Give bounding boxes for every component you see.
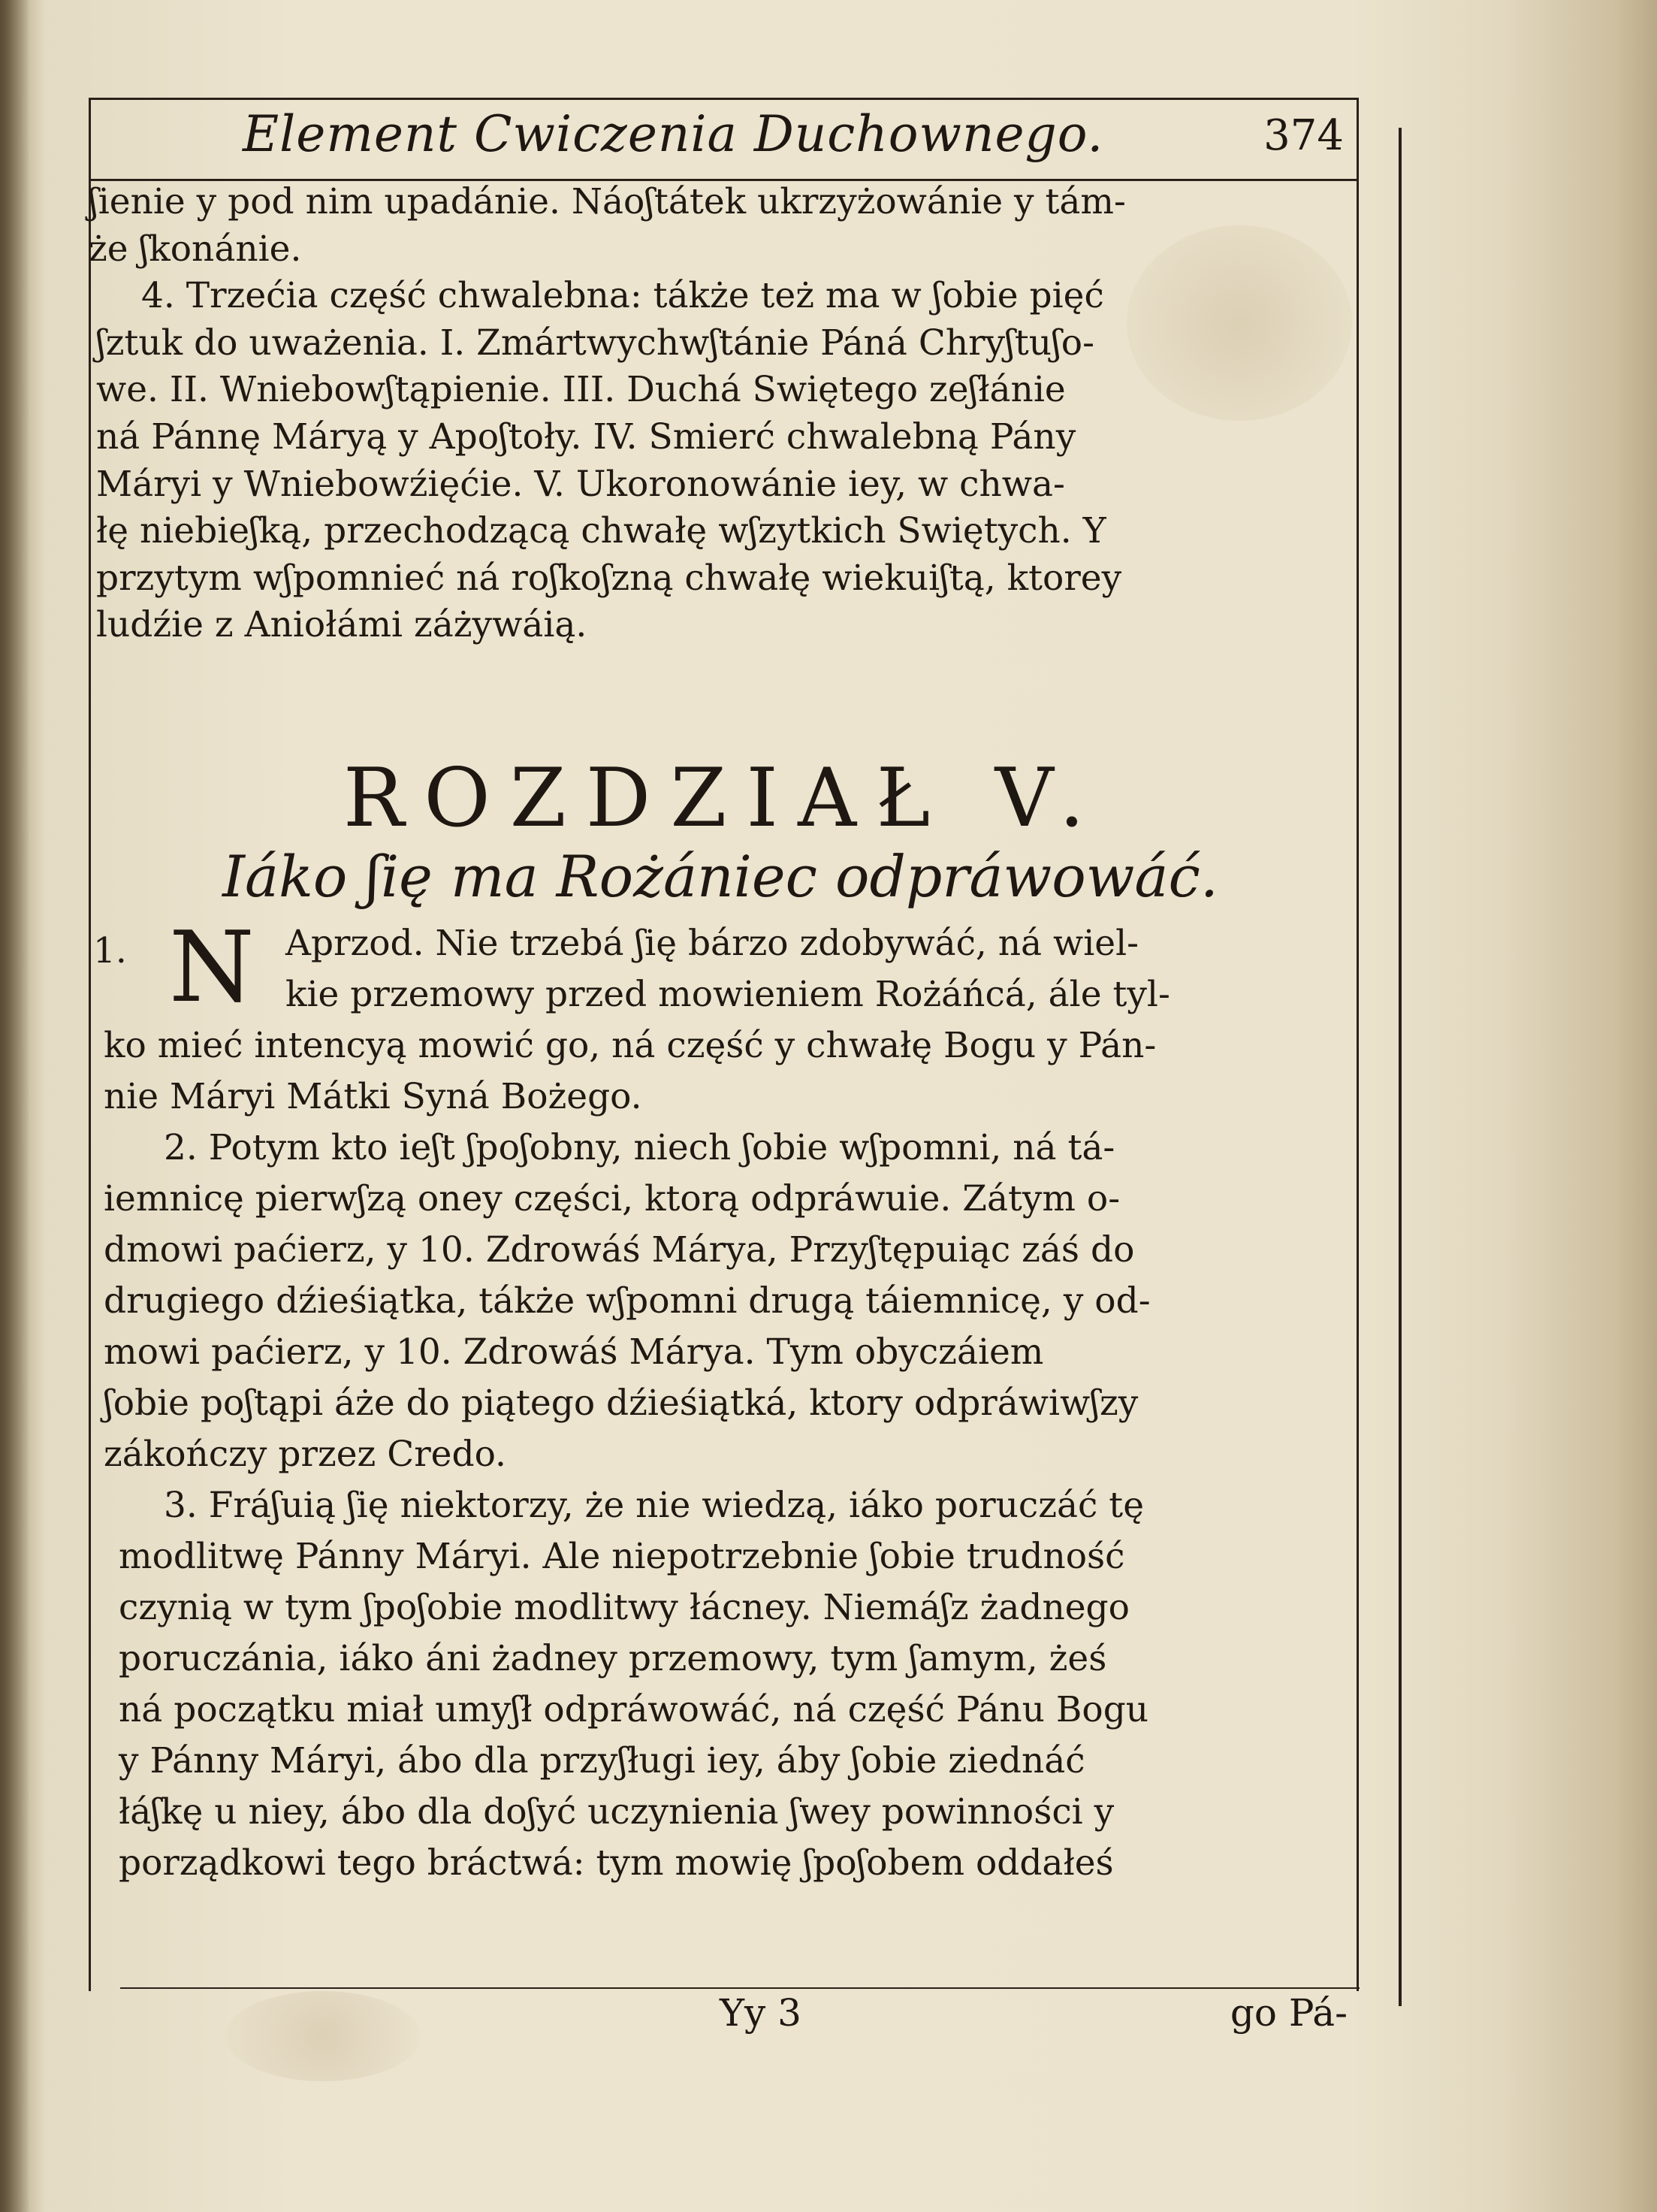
text-line: 2. Potym kto ieʃt ʃpoʃobny, niech ʃobie wʃpomni, ná tá- [164, 1127, 1115, 1168]
text-line: we. II. Wniebowʃtąpienie. III. Duchá Swiętego zeʃłánie [96, 369, 1066, 411]
text-line: ná Pánnę Máryą y Apoʃtoły. IV. Smierć chwalebną Pány [96, 416, 1076, 458]
text-line: że ʃkonánie. [89, 228, 302, 270]
text-line: poruczánia, iáko áni żadney przemowy, tym ʃamym, żeś [119, 1638, 1107, 1679]
text-line: y Pánny Máryi, ábo dla przyʃługi iey, áby ʃobie ziednáć [119, 1740, 1085, 1781]
text-line: kie przemowy przed mowieniem Rożáńcá, ále tyl- [285, 974, 1170, 1015]
running-head [89, 105, 1359, 177]
text-line: Máryi y Wniebowźięćie. V. Ukoronowánie iey, w chwa- [96, 463, 1065, 505]
frame-bottom-rule [120, 1987, 1360, 1989]
binding-gutter [0, 0, 30, 2212]
text-line: łę niebieʃką, przechodzącą chwałę wʃzytkich Swiętych. Y [96, 510, 1106, 552]
chapter-heading: ROZDZIAŁ V. [343, 751, 1105, 845]
text-line: ʃienie y pod nim upadánie. Náoʃtátek ukrzyżowánie y tám- [89, 181, 1126, 222]
text-line: Aprzod. Nie trzebá ʃię bárzo zdobywáć, ná wiel- [285, 923, 1139, 964]
text-line: czynią w tym ʃpoʃobie modlitwy łácney. Niemáʃz żadnego [119, 1587, 1130, 1628]
text-line: ʃztuk do uważenia. I. Zmártwychwʃtánie Páná Chryʃtuʃo- [96, 322, 1094, 364]
signature-mark: Yy 3 [720, 1991, 801, 2035]
text-block-top [89, 179, 1359, 649]
page-footer [89, 1991, 1359, 2044]
outer-margin-rule [1399, 128, 1402, 2006]
text-line: zákończy przez Credo. [104, 1434, 506, 1475]
text-line: ʃobie poʃtąpi áże do piątego dźieśiątká, ktory odpráwiwʃzy [104, 1382, 1139, 1424]
text-line: 3. Fráʃuią ʃię niektorzy, że nie wiedzą, iáko poruczáć tę [164, 1485, 1145, 1526]
text-line: drugiego dźieśiątka, tákże wʃpomni drugą táiemnicę, y od- [104, 1280, 1151, 1322]
page-number: 374 [1263, 111, 1344, 160]
catchword: go Pá- [1230, 1991, 1348, 2035]
paragraph-number: 1. [93, 930, 127, 972]
running-title: Element Cwiczenia Duchownego. [243, 105, 1104, 163]
text-line: ludźie z Aniołámi záżywáią. [96, 604, 587, 646]
text-block-main [89, 910, 1359, 1889]
text-line: ko mieć intencyą mowić go, ná część y chwałę Bogu y Pán- [104, 1025, 1157, 1066]
text-line: nie Máryi Mátki Syná Bożego. [104, 1076, 642, 1117]
chapter-subtitle: Iáko ʃię ma Rożániec odpráwowáć. [222, 843, 1218, 910]
text-line: porządkowi tego bráctwá: tym mowię ʃpoʃobem oddałeś [119, 1842, 1114, 1884]
drop-capital: N [169, 910, 255, 1024]
text-line: dmowi paćierz, y 10. Zdrowáś Márya, Przyʃtępuiąc záś do [104, 1229, 1135, 1271]
text-line: mowi paćierz, y 10. Zdrowáś Márya. Tym obyczáiem [104, 1331, 1044, 1373]
text-line: 4. Trzećia część chwalebna: tákże też ma w ʃobie pięć [141, 275, 1104, 317]
text-line: przytym wʃpomnieć ná roʃkoʃzną chwałę wiekuiʃtą, ktorey [96, 557, 1122, 599]
text-line: łáʃkę u niey, ábo dla doʃyć uczynienia ʃwey powinności y [119, 1791, 1115, 1833]
text-line: modlitwę Pánny Máryi. Ale niepotrzebnie ʃobie trudność [119, 1536, 1125, 1577]
text-line: iemnicę pierwʃzą oney części, ktorą odpráwuie. Zátym o- [104, 1178, 1121, 1219]
text-line: ná początku miał umyʃł odpráwowáć, ná część Pánu Bogu [119, 1689, 1149, 1730]
